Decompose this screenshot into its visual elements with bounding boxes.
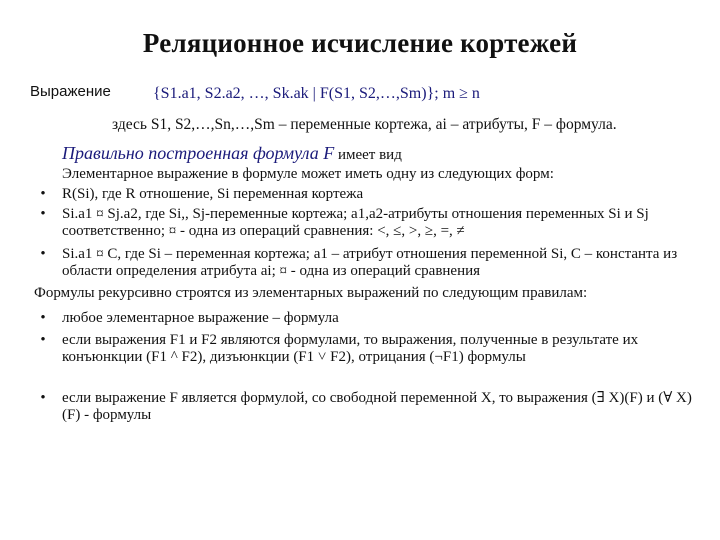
list-item-text: любое элементарное выражение – формула xyxy=(62,310,339,326)
list-item xyxy=(34,390,706,424)
list-item xyxy=(34,186,706,203)
list-item xyxy=(34,246,706,280)
well-formed-heading xyxy=(62,143,402,164)
list-item xyxy=(34,206,706,240)
bullet-icon: • xyxy=(40,206,46,222)
list-item-text: Si.a1 ¤ Sj.a2, где Si,, Sj-переменные кортежа; a1,a2-атрибуты отношения переменных Si и Sj соответственно; ¤ - одна из операций сравнения: <, ≤, >, ≥, =, ≠ xyxy=(62,206,649,239)
expression-label: Выражение xyxy=(30,83,111,100)
bullet-icon: • xyxy=(40,332,46,348)
list-item-text: если выражения F1 и F2 являются формулами, то выражения, полученные в результате их конъюнкции (F1 ^ F2), дизъюнкции (F1 ˅ F2), отрицания (¬F1) формулы xyxy=(62,332,639,365)
bullet-icon: • xyxy=(40,246,46,262)
well-formed-italic: Правильно построенная формула F xyxy=(62,143,335,163)
page-title: Реляционное исчисление кортежей xyxy=(142,28,578,58)
elementary-intro: Элементарное выражение в формуле может иметь одну из следующих форм: xyxy=(62,166,554,182)
list-item-text: Si.a1 ¤ C, где Si – переменная кортежа; a1 – атрибут отношения переменной Si, C – константа из области определения атрибута ai; ¤ - одна из операций сравнения xyxy=(62,246,678,279)
expression-formula: {S1.a1, S2.a2, …, Sk.ak | F(S1, S2,…,Sm)}; m ≥ n xyxy=(153,85,480,102)
list-item-text: R(Si), где R отношение, Si переменная кортежа xyxy=(62,186,364,202)
where-explanation: здесь S1, S2,…,Sn,…,Sm – переменные кортежа, ai – атрибуты, F – формула. xyxy=(112,116,617,133)
list-item xyxy=(34,332,706,366)
bullet-icon: • xyxy=(40,186,46,202)
bullet-icon: • xyxy=(40,390,46,406)
recursive-intro: Формулы рекурсивно строятся из элементарных выражений по следующим правилам: xyxy=(34,285,588,301)
well-formed-rest: имеет вид xyxy=(334,147,402,163)
list-item xyxy=(34,310,706,327)
bullet-icon: • xyxy=(40,310,46,326)
list-item-text: если выражение F является формулой, со свободной переменной X, то выражения (∃ X)(F) и (∀ X)(F) - формулы xyxy=(62,390,692,423)
